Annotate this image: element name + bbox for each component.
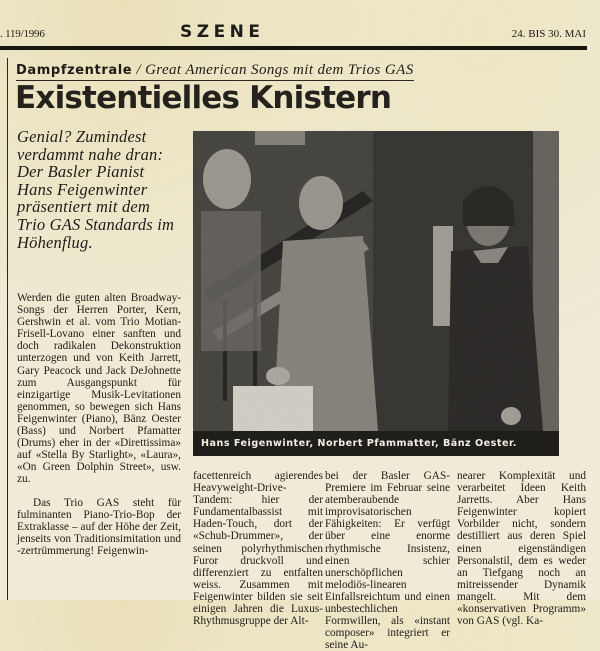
body-column-3 — [325, 470, 450, 651]
body-paragraph: facettenreich agierendes Heavyweight-Drive-Tandem: hier der Fundamentalbassist mit Haden-Touch, dort der «Schub-Drummer», der seinen polyrhythmischen Furor druckvoll und differenziert zu entfalten weiss. Zusammen mit Feigenwinter bilden sie seit einigen Jahren die Luxus-Rhythmusgruppe der Alt- — [193, 470, 323, 628]
kicker-separator: / — [132, 62, 146, 78]
headline: Existentielles Knistern — [15, 80, 392, 116]
kicker-subtitle: Great American Songs mit dem Trios GAS — [145, 62, 414, 78]
body-column-2 — [193, 470, 323, 627]
photo-image — [193, 131, 559, 431]
section-title: SZENE — [180, 22, 265, 42]
body-paragraph: nearer Komplexität und verarbeitet Ideen Keith Jarretts. Aber Hans Feigenwinter kopiert Vorbilder nicht, sondern destilliert aus deren Spiel einen eigenständigen Personalstil, dem es weder an Tiefgang noch an mitreissender Dynamik mangelt. Mit dem «konservativen Programm» von GAS (vgl. Ka- — [457, 470, 586, 628]
article-photo — [193, 131, 559, 431]
issue-number: . 119/1996 — [0, 28, 45, 40]
column-rule — [7, 58, 8, 600]
body-column-1 — [17, 292, 181, 557]
masthead-rule — [0, 46, 587, 50]
masthead — [0, 22, 600, 46]
kicker — [16, 62, 414, 81]
photo-caption: Hans Feigenwinter, Norbert Pfammatter, Bänz Oester. — [193, 431, 559, 456]
body-paragraph: Das Trio GAS steht für fulminanten Piano-Trio-Bop der Extraklasse – auf der Höhe der Zeit, jenseits von Traditionsimitation und -zertrümmerung! Feigenwin- — [17, 496, 181, 557]
lead-paragraph: Genial? Zumindest verdammt nahe dran: Der Basler Pianist Hans Feigenwinter präsentiert mit dem Trio GAS Standards im Höhenflug. — [17, 127, 175, 252]
body-paragraph: bei der Basler GAS-Premiere im Februar seine atemberaubende improvisatorischen Fähigkeiten: Er verfügt über eine enorme rhythmische Insistenz, einen schier unerschöpflichen melodiös-linearen Einfallsreichtum und einen unbestechlichen Formwillen, als «instant composer» integriert er seine Au- — [325, 470, 450, 651]
kicker-venue: Dampfzentrale — [16, 63, 133, 78]
body-paragraph: Werden die guten alten Broadway-Songs der Herren Porter, Kern, Gershwin et al. vom Trio Motian-Frisell-Lovano einer sanften und doch radikalen Dekonstruktion unterzogen und von Keith Jarrett, Gary Peacock und Jack DeJohnette zum Ausgangspunkt für einzigartige Musik-Levitationen genommen, so bewegen sich Hans Feigenwinter (Piano), Bänz Oester (Bass) und Norbert Pfamatter (Drums) eher in der «Direttissima» auf «Stella By Starlight», «Laura», «On Green Dolphin Street», usw. zu. — [17, 292, 181, 486]
issue-date: 24. BIS 30. MAI — [511, 28, 586, 40]
body-column-4 — [457, 470, 586, 627]
